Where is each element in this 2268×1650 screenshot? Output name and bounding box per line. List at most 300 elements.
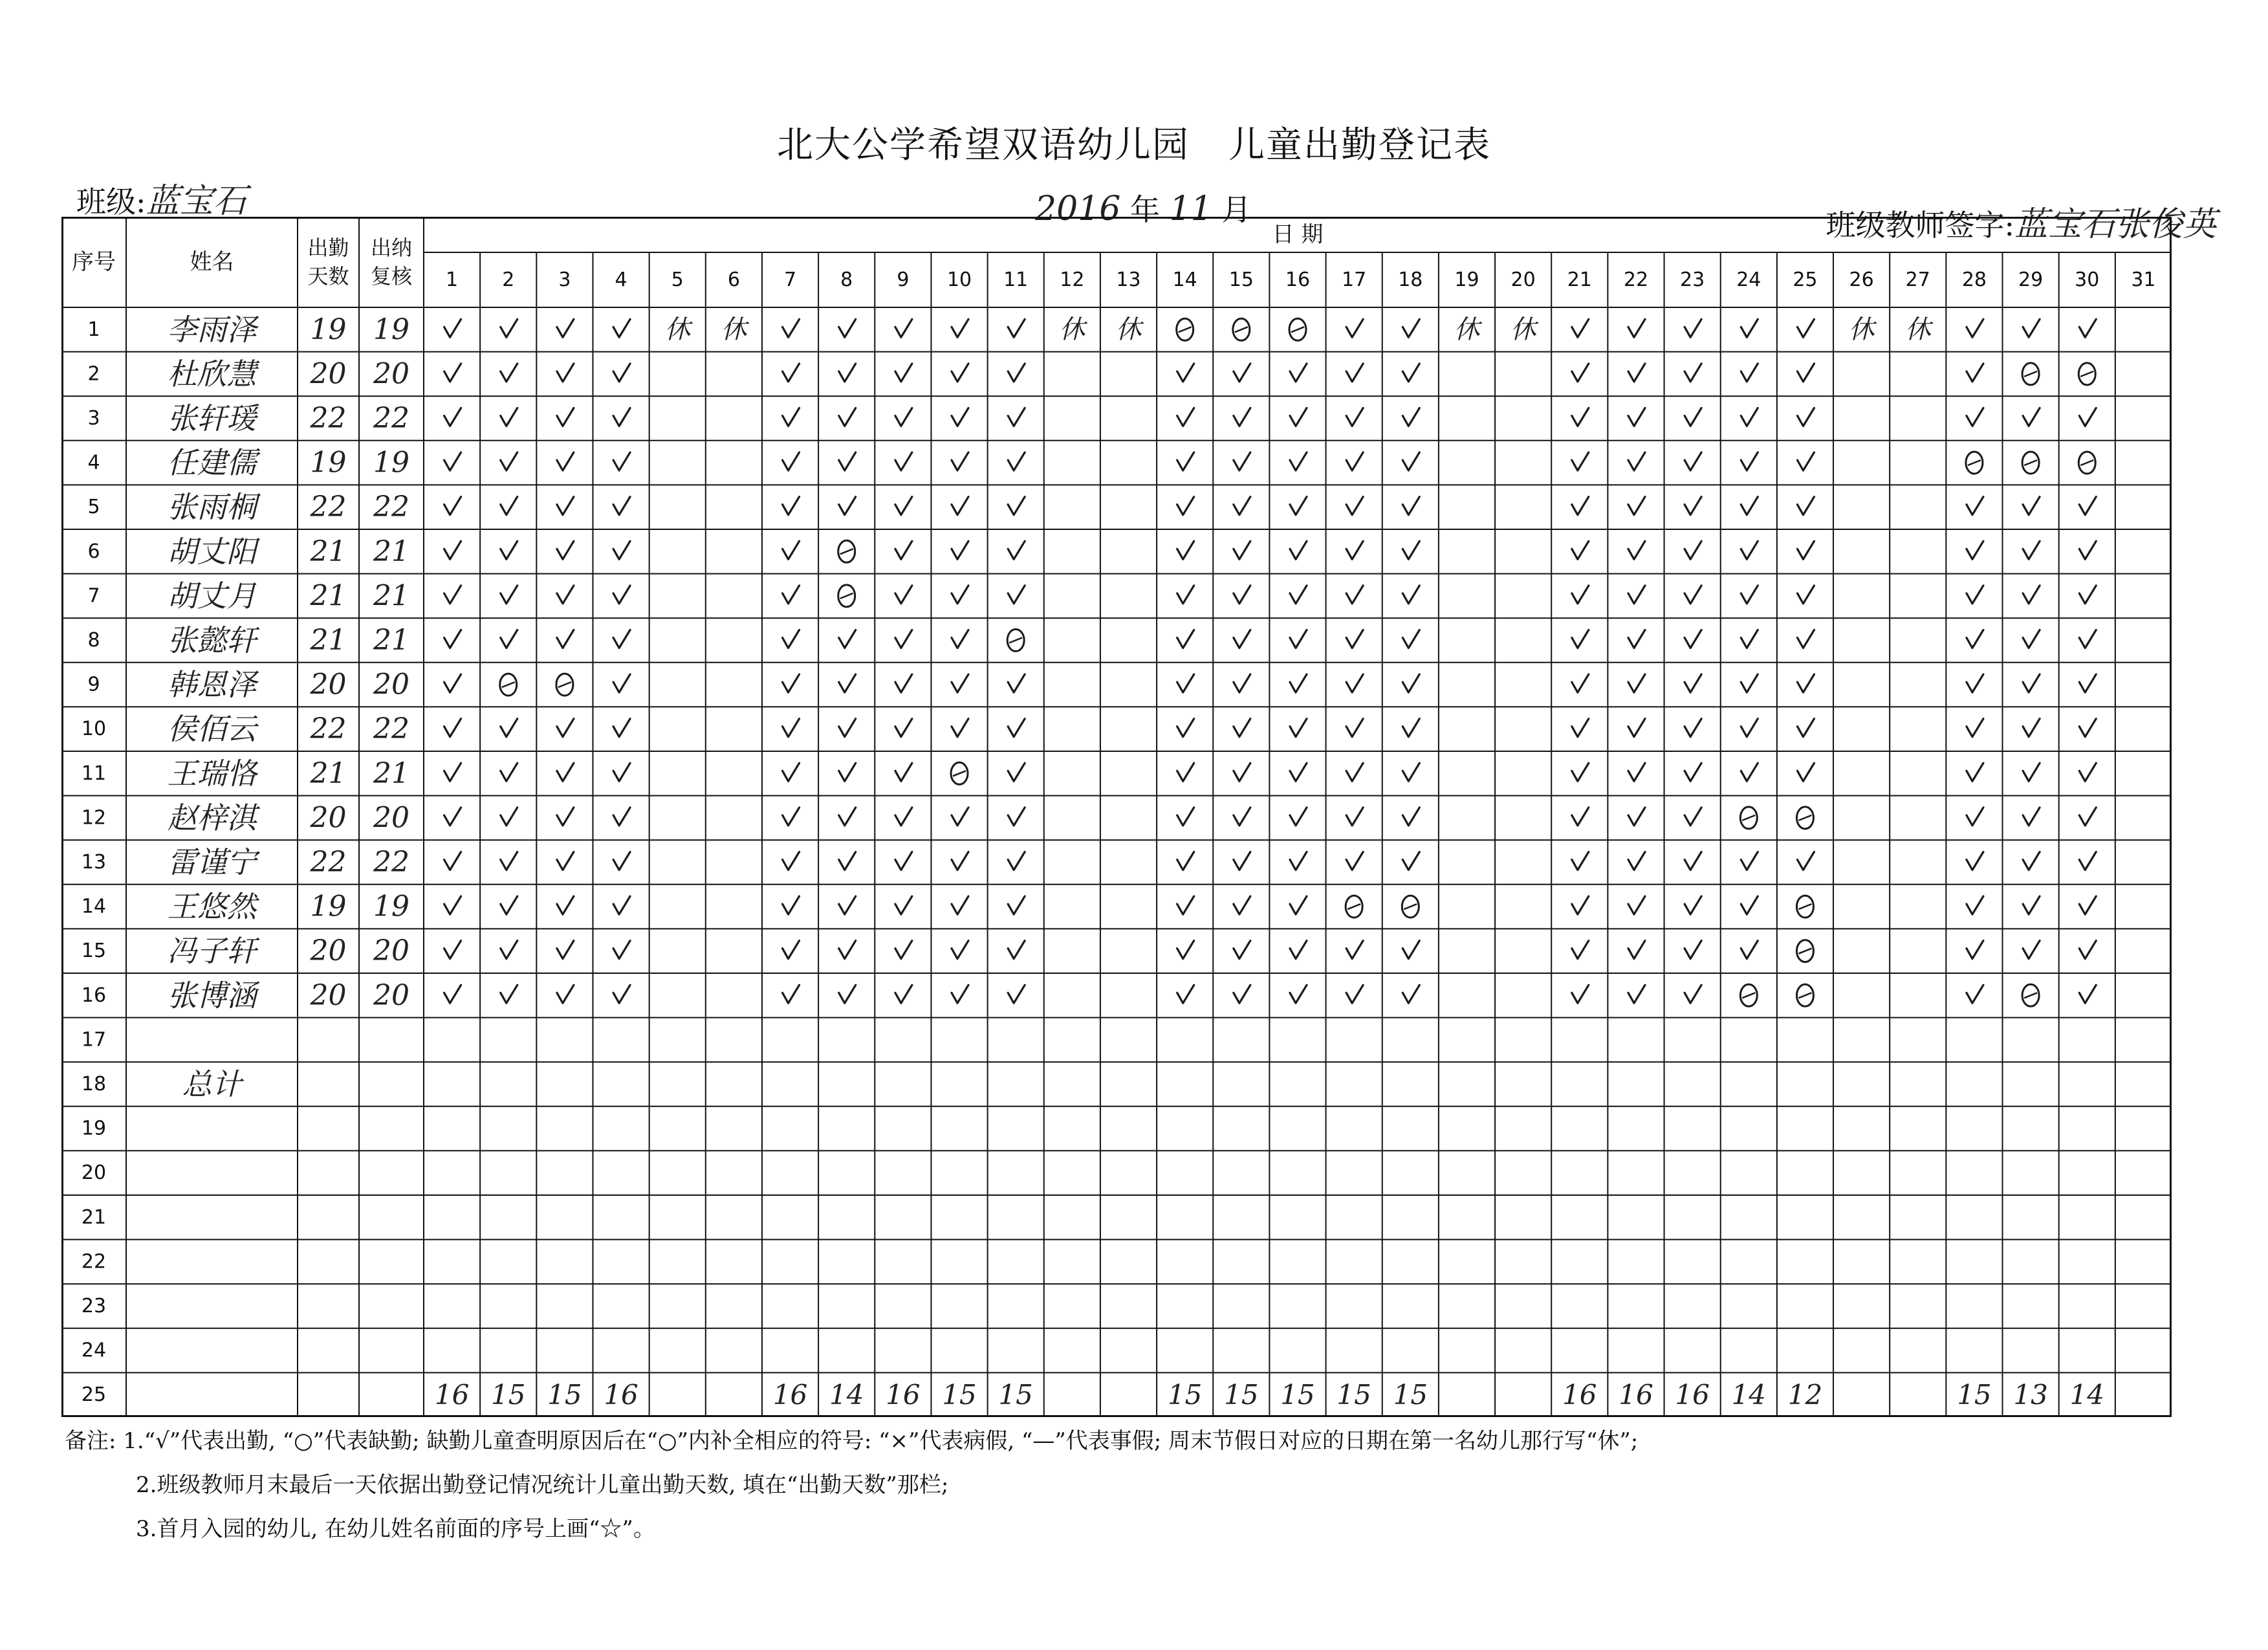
check-mark[interactable] [1008, 852, 1025, 870]
check-mark[interactable] [1572, 497, 1589, 515]
check-mark[interactable] [613, 719, 630, 737]
check-mark[interactable] [895, 852, 912, 870]
check-mark[interactable] [1967, 808, 1983, 826]
check-mark[interactable] [2023, 497, 2040, 515]
check-mark[interactable] [1685, 408, 1701, 426]
check-mark[interactable] [839, 941, 856, 959]
check-mark[interactable] [613, 586, 630, 604]
recheck-days[interactable]: 20 [373, 668, 409, 701]
check-mark[interactable] [1234, 985, 1250, 1003]
check-mark[interactable] [1741, 763, 1758, 781]
attendance-days[interactable]: 21 [310, 534, 347, 568]
check-mark[interactable] [1628, 364, 1645, 382]
recheck-days[interactable]: 21 [373, 756, 409, 790]
attendance-days[interactable]: 20 [310, 978, 347, 1012]
check-mark[interactable] [1402, 852, 1419, 870]
check-mark[interactable] [1008, 985, 1025, 1003]
check-mark[interactable] [444, 364, 461, 382]
holiday-mark[interactable]: 休 [1510, 314, 1536, 345]
check-mark[interactable] [1967, 941, 1983, 959]
check-mark[interactable] [952, 941, 968, 959]
check-mark[interactable] [783, 852, 800, 870]
check-mark[interactable] [1290, 497, 1307, 515]
holiday-mark[interactable]: 休 [1904, 314, 1931, 345]
check-mark[interactable] [1797, 319, 1814, 337]
check-mark[interactable] [1346, 586, 1363, 604]
check-mark[interactable] [895, 896, 912, 914]
check-mark[interactable] [557, 852, 574, 870]
check-mark[interactable] [839, 985, 856, 1003]
check-mark[interactable] [1741, 541, 1758, 559]
check-mark[interactable] [895, 452, 912, 470]
check-mark[interactable] [2023, 719, 2040, 737]
check-mark[interactable] [1177, 541, 1194, 559]
check-mark[interactable] [444, 586, 461, 604]
check-mark[interactable] [1572, 941, 1589, 959]
check-mark[interactable] [2023, 808, 2040, 826]
recheck-days[interactable]: 22 [373, 490, 409, 524]
check-mark[interactable] [501, 896, 518, 914]
check-mark[interactable] [1685, 497, 1701, 515]
recheck-days[interactable]: 20 [373, 934, 409, 968]
check-mark[interactable] [1572, 541, 1589, 559]
check-mark[interactable] [1572, 808, 1589, 826]
check-mark[interactable] [2023, 408, 2040, 426]
holiday-mark[interactable]: 休 [1115, 314, 1142, 345]
check-mark[interactable] [444, 808, 461, 826]
check-mark[interactable] [2079, 896, 2096, 914]
check-mark[interactable] [1177, 364, 1194, 382]
check-mark[interactable] [501, 452, 518, 470]
child-name[interactable]: 张博涵 [167, 978, 257, 1013]
child-name[interactable]: 冯子轩 [167, 933, 257, 969]
attendance-days[interactable]: 22 [310, 402, 347, 435]
attendance-days[interactable]: 21 [310, 579, 347, 613]
check-mark[interactable] [444, 541, 461, 559]
daily-total[interactable]: 15 [491, 1379, 526, 1411]
check-mark[interactable] [839, 852, 856, 870]
check-mark[interactable] [1741, 896, 1758, 914]
check-mark[interactable] [839, 630, 856, 648]
child-name[interactable]: 雷谨宁 [167, 844, 257, 880]
check-mark[interactable] [839, 452, 856, 470]
check-mark[interactable] [444, 497, 461, 515]
check-mark[interactable] [1797, 408, 1814, 426]
check-mark[interactable] [1741, 497, 1758, 515]
check-mark[interactable] [1967, 674, 1983, 692]
holiday-mark[interactable]: 休 [664, 314, 691, 345]
check-mark[interactable] [1290, 674, 1307, 692]
check-mark[interactable] [1967, 586, 1983, 604]
daily-total[interactable]: 16 [1619, 1379, 1653, 1411]
check-mark[interactable] [1685, 674, 1701, 692]
check-mark[interactable] [444, 452, 461, 470]
child-name[interactable]: 杜欣慧 [167, 356, 257, 391]
check-mark[interactable] [613, 452, 630, 470]
check-mark[interactable] [1008, 364, 1025, 382]
check-mark[interactable] [501, 586, 518, 604]
check-mark[interactable] [895, 674, 912, 692]
check-mark[interactable] [783, 719, 800, 737]
daily-total[interactable]: 13 [2013, 1379, 2048, 1411]
attendance-days[interactable]: 20 [310, 357, 347, 391]
check-mark[interactable] [613, 808, 630, 826]
check-mark[interactable] [895, 364, 912, 382]
child-name[interactable]: 张懿轩 [167, 622, 257, 658]
check-mark[interactable] [444, 985, 461, 1003]
check-mark[interactable] [1797, 586, 1814, 604]
check-mark[interactable] [1402, 985, 1419, 1003]
check-mark[interactable] [1402, 364, 1419, 382]
check-mark[interactable] [1797, 497, 1814, 515]
check-mark[interactable] [895, 985, 912, 1003]
check-mark[interactable] [2023, 541, 2040, 559]
child-name[interactable]: 胡丈月 [167, 578, 257, 613]
check-mark[interactable] [613, 674, 630, 692]
check-mark[interactable] [1177, 852, 1194, 870]
check-mark[interactable] [1234, 452, 1250, 470]
check-mark[interactable] [2079, 630, 2096, 648]
check-mark[interactable] [1290, 985, 1307, 1003]
check-mark[interactable] [1572, 674, 1589, 692]
check-mark[interactable] [895, 541, 912, 559]
check-mark[interactable] [1797, 364, 1814, 382]
check-mark[interactable] [501, 630, 518, 648]
check-mark[interactable] [1628, 985, 1645, 1003]
check-mark[interactable] [1572, 408, 1589, 426]
recheck-days[interactable]: 22 [373, 402, 409, 435]
check-mark[interactable] [1008, 408, 1025, 426]
check-mark[interactable] [952, 408, 968, 426]
check-mark[interactable] [1234, 896, 1250, 914]
check-mark[interactable] [1234, 719, 1250, 737]
check-mark[interactable] [1741, 630, 1758, 648]
check-mark[interactable] [1177, 408, 1194, 426]
check-mark[interactable] [1234, 408, 1250, 426]
daily-total[interactable]: 16 [1675, 1379, 1710, 1411]
check-mark[interactable] [1290, 763, 1307, 781]
check-mark[interactable] [895, 319, 912, 337]
check-mark[interactable] [1177, 719, 1194, 737]
attendance-days[interactable]: 20 [310, 668, 347, 701]
check-mark[interactable] [1967, 364, 1983, 382]
check-mark[interactable] [2079, 408, 2096, 426]
check-mark[interactable] [444, 896, 461, 914]
check-mark[interactable] [1797, 763, 1814, 781]
check-mark[interactable] [1797, 719, 1814, 737]
check-mark[interactable] [1402, 674, 1419, 692]
daily-total[interactable]: 15 [1224, 1379, 1259, 1411]
daily-total[interactable]: 14 [1731, 1379, 1767, 1411]
check-mark[interactable] [1967, 852, 1983, 870]
check-mark[interactable] [1290, 896, 1307, 914]
check-mark[interactable] [1628, 674, 1645, 692]
check-mark[interactable] [1234, 808, 1250, 826]
check-mark[interactable] [1177, 896, 1194, 914]
check-mark[interactable] [1967, 497, 1983, 515]
check-mark[interactable] [1572, 630, 1589, 648]
check-mark[interactable] [839, 674, 856, 692]
check-mark[interactable] [952, 541, 968, 559]
check-mark[interactable] [1008, 941, 1025, 959]
check-mark[interactable] [839, 808, 856, 826]
check-mark[interactable] [1572, 586, 1589, 604]
check-mark[interactable] [557, 763, 574, 781]
check-mark[interactable] [1234, 497, 1250, 515]
check-mark[interactable] [839, 319, 856, 337]
check-mark[interactable] [952, 852, 968, 870]
check-mark[interactable] [1628, 452, 1645, 470]
check-mark[interactable] [1967, 408, 1983, 426]
recheck-days[interactable]: 21 [373, 534, 409, 568]
check-mark[interactable] [557, 719, 574, 737]
check-mark[interactable] [501, 541, 518, 559]
child-name[interactable]: 张雨桐 [167, 489, 257, 525]
check-mark[interactable] [444, 408, 461, 426]
check-mark[interactable] [613, 941, 630, 959]
check-mark[interactable] [613, 408, 630, 426]
check-mark[interactable] [557, 586, 574, 604]
check-mark[interactable] [2079, 808, 2096, 826]
check-mark[interactable] [783, 319, 800, 337]
check-mark[interactable] [839, 719, 856, 737]
check-mark[interactable] [1797, 630, 1814, 648]
check-mark[interactable] [557, 408, 574, 426]
check-mark[interactable] [1008, 719, 1025, 737]
attendance-days[interactable]: 21 [310, 756, 347, 790]
check-mark[interactable] [1290, 408, 1307, 426]
check-mark[interactable] [613, 852, 630, 870]
check-mark[interactable] [2079, 497, 2096, 515]
daily-total[interactable]: 16 [1562, 1379, 1597, 1411]
check-mark[interactable] [1346, 497, 1363, 515]
check-mark[interactable] [613, 630, 630, 648]
check-mark[interactable] [1685, 319, 1701, 337]
check-mark[interactable] [1177, 630, 1194, 648]
check-mark[interactable] [1346, 852, 1363, 870]
check-mark[interactable] [783, 941, 800, 959]
check-mark[interactable] [895, 941, 912, 959]
check-mark[interactable] [1628, 541, 1645, 559]
check-mark[interactable] [501, 719, 518, 737]
daily-total[interactable]: 15 [1393, 1379, 1428, 1411]
check-mark[interactable] [444, 630, 461, 648]
check-mark[interactable] [1572, 896, 1589, 914]
check-mark[interactable] [895, 630, 912, 648]
check-mark[interactable] [1008, 497, 1025, 515]
check-mark[interactable] [557, 808, 574, 826]
attendance-days[interactable]: 19 [310, 890, 347, 923]
check-mark[interactable] [895, 763, 912, 781]
check-mark[interactable] [2023, 763, 2040, 781]
child-name[interactable]: 赵梓淇 [167, 800, 257, 835]
check-mark[interactable] [783, 630, 800, 648]
check-mark[interactable] [895, 586, 912, 604]
check-mark[interactable] [952, 630, 968, 648]
check-mark[interactable] [783, 985, 800, 1003]
check-mark[interactable] [895, 497, 912, 515]
check-mark[interactable] [444, 941, 461, 959]
check-mark[interactable] [501, 497, 518, 515]
recheck-days[interactable]: 19 [373, 446, 409, 479]
check-mark[interactable] [952, 319, 968, 337]
check-mark[interactable] [1797, 852, 1814, 870]
check-mark[interactable] [952, 674, 968, 692]
check-mark[interactable] [1628, 319, 1645, 337]
daily-total[interactable]: 16 [772, 1379, 808, 1411]
attendance-days[interactable]: 22 [310, 846, 347, 879]
check-mark[interactable] [1290, 941, 1307, 959]
check-mark[interactable] [1685, 852, 1701, 870]
check-mark[interactable] [839, 763, 856, 781]
check-mark[interactable] [783, 452, 800, 470]
check-mark[interactable] [2079, 586, 2096, 604]
attendance-days[interactable]: 22 [310, 712, 347, 746]
check-mark[interactable] [1685, 452, 1701, 470]
daily-total[interactable]: 15 [942, 1379, 977, 1411]
check-mark[interactable] [1402, 808, 1419, 826]
check-mark[interactable] [1346, 763, 1363, 781]
daily-total[interactable]: 16 [434, 1379, 470, 1411]
check-mark[interactable] [1177, 985, 1194, 1003]
check-mark[interactable] [952, 808, 968, 826]
daily-total[interactable]: 14 [2069, 1379, 2104, 1411]
check-mark[interactable] [2079, 941, 2096, 959]
check-mark[interactable] [1967, 719, 1983, 737]
check-mark[interactable] [1797, 541, 1814, 559]
check-mark[interactable] [1008, 452, 1025, 470]
check-mark[interactable] [1402, 586, 1419, 604]
check-mark[interactable] [1234, 763, 1250, 781]
check-mark[interactable] [895, 719, 912, 737]
daily-total[interactable]: 15 [1167, 1379, 1203, 1411]
check-mark[interactable] [1967, 896, 1983, 914]
recheck-days[interactable]: 20 [373, 357, 409, 391]
check-mark[interactable] [1008, 896, 1025, 914]
check-mark[interactable] [1008, 541, 1025, 559]
check-mark[interactable] [1234, 852, 1250, 870]
attendance-days[interactable]: 21 [310, 624, 347, 657]
check-mark[interactable] [1290, 541, 1307, 559]
check-mark[interactable] [1741, 941, 1758, 959]
check-mark[interactable] [1628, 896, 1645, 914]
check-mark[interactable] [1177, 808, 1194, 826]
check-mark[interactable] [783, 808, 800, 826]
check-mark[interactable] [1685, 808, 1701, 826]
check-mark[interactable] [1741, 319, 1758, 337]
check-mark[interactable] [613, 364, 630, 382]
check-mark[interactable] [895, 808, 912, 826]
check-mark[interactable] [952, 719, 968, 737]
check-mark[interactable] [1402, 941, 1419, 959]
check-mark[interactable] [783, 896, 800, 914]
check-mark[interactable] [1290, 586, 1307, 604]
check-mark[interactable] [1967, 319, 1983, 337]
check-mark[interactable] [1685, 630, 1701, 648]
check-mark[interactable] [501, 763, 518, 781]
check-mark[interactable] [1402, 630, 1419, 648]
check-mark[interactable] [1008, 763, 1025, 781]
check-mark[interactable] [501, 985, 518, 1003]
child-name[interactable]: 王悠然 [167, 889, 257, 925]
check-mark[interactable] [1628, 586, 1645, 604]
check-mark[interactable] [1741, 852, 1758, 870]
attendance-days[interactable]: 19 [310, 313, 347, 346]
check-mark[interactable] [1685, 586, 1701, 604]
check-mark[interactable] [1628, 763, 1645, 781]
check-mark[interactable] [501, 808, 518, 826]
check-mark[interactable] [2079, 541, 2096, 559]
holiday-mark[interactable]: 休 [1059, 314, 1085, 345]
check-mark[interactable] [1402, 719, 1419, 737]
check-mark[interactable] [1008, 808, 1025, 826]
check-mark[interactable] [557, 319, 574, 337]
check-mark[interactable] [1685, 941, 1701, 959]
check-mark[interactable] [1346, 985, 1363, 1003]
check-mark[interactable] [1234, 630, 1250, 648]
check-mark[interactable] [444, 319, 461, 337]
check-mark[interactable] [501, 364, 518, 382]
check-mark[interactable] [613, 497, 630, 515]
check-mark[interactable] [1346, 719, 1363, 737]
check-mark[interactable] [1402, 408, 1419, 426]
check-mark[interactable] [1177, 763, 1194, 781]
check-mark[interactable] [1685, 541, 1701, 559]
check-mark[interactable] [1741, 452, 1758, 470]
year-value[interactable]: 2016 [1035, 190, 1121, 228]
check-mark[interactable] [444, 674, 461, 692]
check-mark[interactable] [1234, 586, 1250, 604]
check-mark[interactable] [1290, 852, 1307, 870]
check-mark[interactable] [1572, 452, 1589, 470]
check-mark[interactable] [952, 452, 968, 470]
check-mark[interactable] [1741, 719, 1758, 737]
check-mark[interactable] [613, 319, 630, 337]
check-mark[interactable] [1346, 408, 1363, 426]
teacher-signature[interactable]: 蓝宝石张俊英 [2014, 205, 2216, 244]
check-mark[interactable] [895, 408, 912, 426]
check-mark[interactable] [1685, 719, 1701, 737]
check-mark[interactable] [1290, 719, 1307, 737]
check-mark[interactable] [1572, 985, 1589, 1003]
check-mark[interactable] [1346, 941, 1363, 959]
check-mark[interactable] [1402, 541, 1419, 559]
check-mark[interactable] [2079, 763, 2096, 781]
recheck-days[interactable]: 20 [373, 801, 409, 835]
check-mark[interactable] [1177, 941, 1194, 959]
check-mark[interactable] [1797, 452, 1814, 470]
check-mark[interactable] [557, 896, 574, 914]
check-mark[interactable] [2079, 674, 2096, 692]
check-mark[interactable] [613, 541, 630, 559]
child-name[interactable]: 韩恩泽 [167, 667, 257, 703]
check-mark[interactable] [1346, 364, 1363, 382]
check-mark[interactable] [1967, 630, 1983, 648]
check-mark[interactable] [1685, 364, 1701, 382]
check-mark[interactable] [839, 497, 856, 515]
check-mark[interactable] [2079, 719, 2096, 737]
check-mark[interactable] [1741, 364, 1758, 382]
check-mark[interactable] [1402, 763, 1419, 781]
check-mark[interactable] [1628, 408, 1645, 426]
check-mark[interactable] [1346, 630, 1363, 648]
child-name[interactable]: 任建儒 [167, 445, 257, 481]
recheck-days[interactable]: 22 [373, 712, 409, 746]
check-mark[interactable] [2023, 896, 2040, 914]
check-mark[interactable] [557, 985, 574, 1003]
daily-total[interactable]: 16 [886, 1379, 921, 1411]
check-mark[interactable] [2023, 319, 2040, 337]
